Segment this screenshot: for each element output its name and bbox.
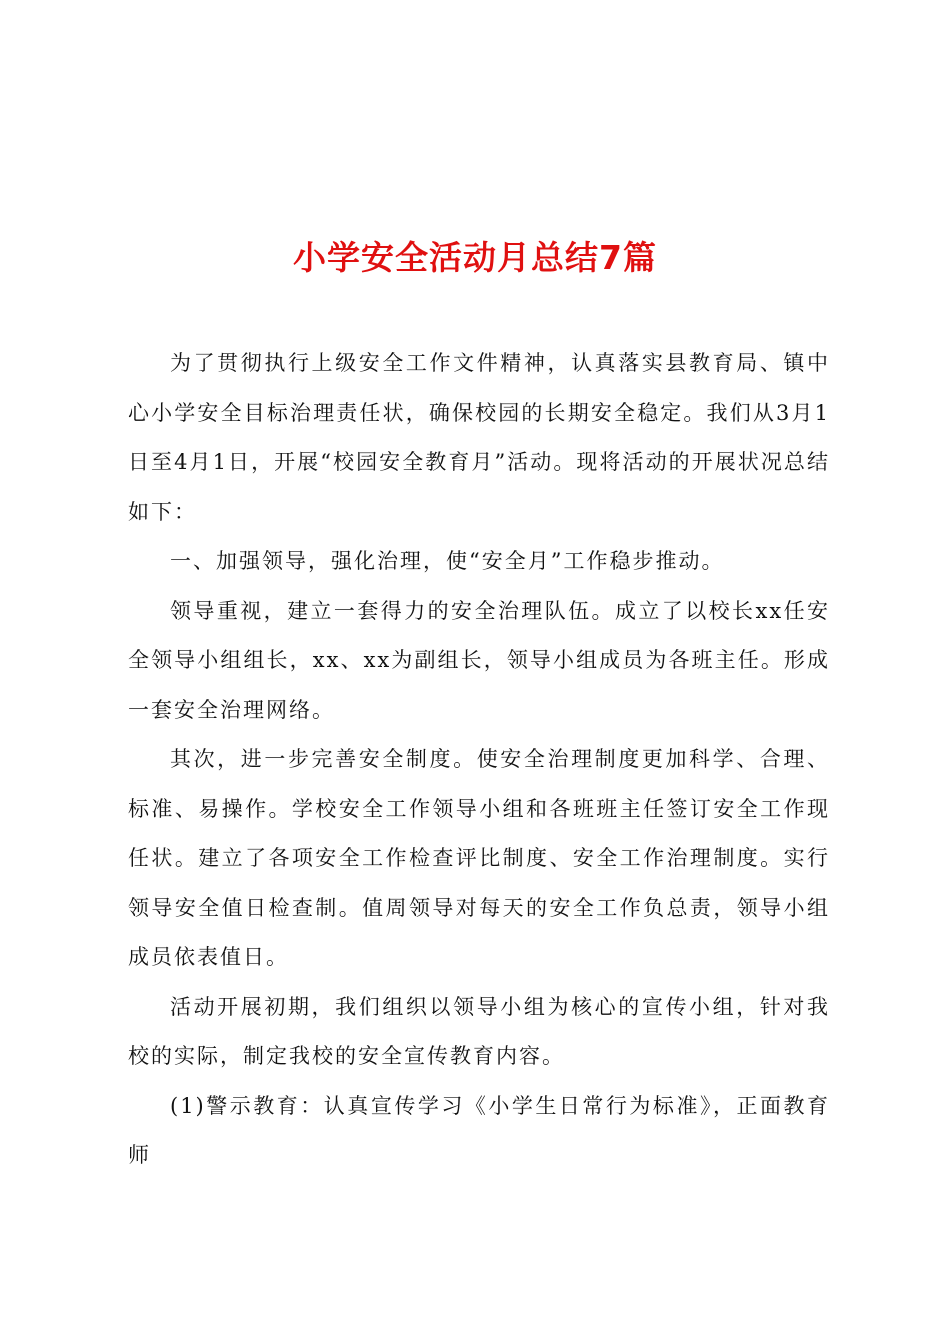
- paragraph-safety-system: 其次，进一步完善安全制度。使安全治理制度更加科学、合理、标准、易操作。学校安全工作领导小组和各班班主任签订安全工作现任状。建立了各项安全工作检查评比制度、安全工作治理制度。实行领导安全值日检查制。值周领导对每天的安全工作负总责，领导小组成员依表值日。: [128, 747, 830, 969]
- document-body: [128, 339, 830, 1181]
- paragraph-warning-education: (1)警示教育：认真宣传学习《小学生日常行为标准》，正面教育师: [128, 1093, 830, 1167]
- document-title: 小学安全活动月总结7篇: [293, 238, 657, 278]
- paragraph-leadership: 领导重视，建立一套得力的安全治理队伍。成立了以校长xx任安全领导小组组长，xx、xx为副组长，领导小组成员为各班主任。形成一套安全治理网络。: [128, 598, 830, 722]
- paragraph-activity-start: 活动开展初期，我们组织以领导小组为核心的宣传小组，针对我校的实际，制定我校的安全宣传教育内容。: [128, 994, 830, 1068]
- paragraph-section-heading: 一、加强领导，强化治理，使“安全月”工作稳步推动。: [170, 549, 725, 573]
- paragraph-intro: 为了贯彻执行上级安全工作文件精神，认真落实县教育局、镇中心小学安全目标治理责任状，确保校园的长期安全稳定。我们从3月1日至4月1日，开展“校园安全教育月”活动。现将活动的开展状况总结如下：: [128, 351, 830, 524]
